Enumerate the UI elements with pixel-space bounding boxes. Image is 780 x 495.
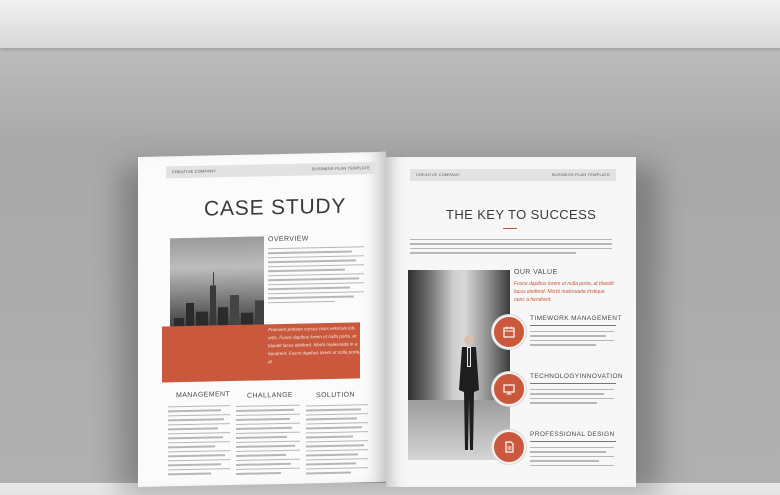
document-icon <box>492 430 526 464</box>
top-shelf <box>0 0 780 48</box>
intro-text <box>410 239 612 257</box>
feature-rule <box>530 441 616 442</box>
left-header-bar <box>166 162 376 178</box>
right-page <box>386 157 636 487</box>
case-study-title: CASE STUDY <box>204 194 347 221</box>
solution-heading: SOLUTION <box>316 391 355 400</box>
right-header-company: CREATIVE COMPANY <box>416 172 460 177</box>
overview-text <box>268 246 364 306</box>
solution-text <box>306 404 368 477</box>
highlight-text: Praesent pretium cursus risus vehicula lob-ortis. Fusce dapibus lorem ut nulla porta, at blandit lacus eleifend. Morbi malesuada in a hendrerit. Fusce dapibus lorem ut nulla porta, at <box>268 325 361 365</box>
monitor-icon <box>492 372 526 406</box>
challange-text <box>236 405 300 478</box>
title-underline <box>503 228 517 229</box>
right-header-bar <box>410 169 616 181</box>
feature-design-text <box>530 447 614 469</box>
feature-timework-title: TIMEWORK MANAGEMENT <box>530 315 622 322</box>
feature-rule <box>530 383 616 384</box>
management-text <box>168 405 230 478</box>
management-heading: MANAGEMENT <box>176 391 231 400</box>
businessman-figure <box>456 332 482 454</box>
left-header-company: CREATIVE COMPANY <box>172 168 216 175</box>
key-to-success-title: THE KEY TO SUCCESS <box>446 207 597 222</box>
right-header-template: BUSINESS PLAN TEMPLATE <box>551 172 610 177</box>
calendar-icon <box>492 315 526 349</box>
feature-design-title: PROFESSIONAL DESIGN <box>530 431 615 438</box>
overview-heading: OVERVIEW <box>268 235 309 244</box>
our-value-heading: OUR VALUE <box>514 269 558 276</box>
feature-technology-title: TECHNOLOGYINNOVATION <box>530 373 623 380</box>
businessman-hallway-photo <box>408 270 510 460</box>
left-header-template: BUSINESS PLAN TEMPLATE <box>311 165 370 172</box>
feature-rule <box>530 325 616 326</box>
challange-heading: CHALLANGE <box>247 391 294 400</box>
feature-technology-text <box>530 389 614 407</box>
left-page <box>138 152 386 487</box>
feature-timework-text <box>530 331 614 349</box>
our-value-text: Fusce dapibus lorem ut nulla porta, at blandit lacus eleifend. Morbi malesuada tristique nunc a hendrerit. <box>514 281 614 303</box>
